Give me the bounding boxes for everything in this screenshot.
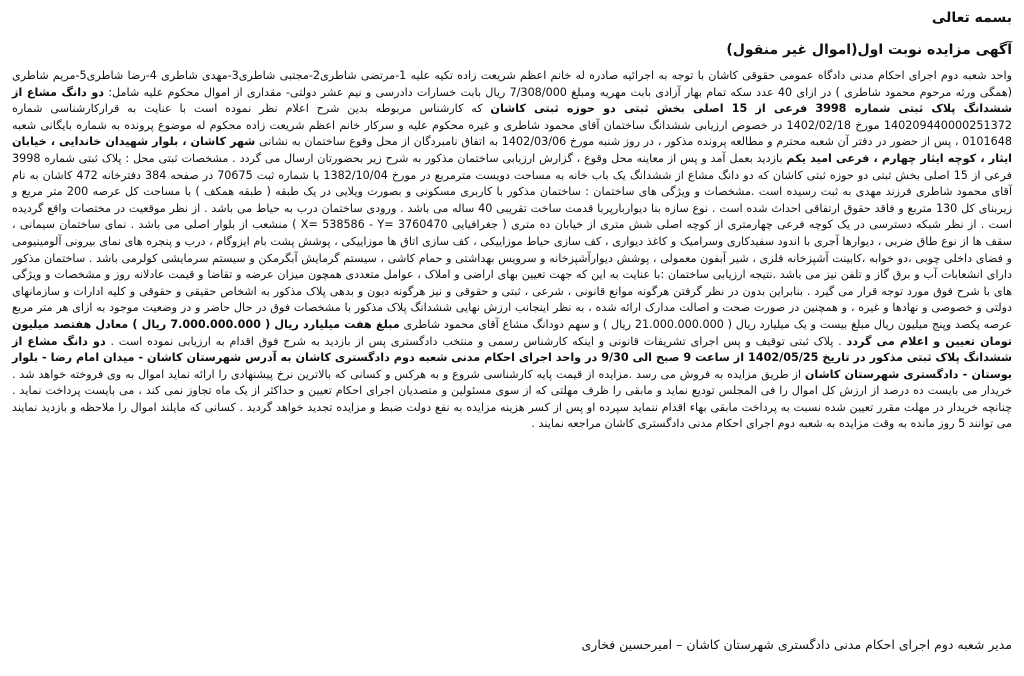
property-description: دو دانگ مشاع از ششدانگ پلاک ثبتی شماره 3998 فرعی از 15 اصلی بخش ثبتی دو حوزه ثبتی کاشان [12, 85, 1012, 116]
body-segment-3: که کارشناس مربوطه بدین شرح اعلام نظر نموده است با عنایت به قرارکارشناسی شماره 140209440000251372 مورخ 1402/02/18 در خصوص ارزیابی ششدانگ ساختمان آقای محمود شاطری و غیره محکوم علیه و سرکار خانم اعظم شریعت زاده محکوم له موضوع پرونده به شماره بایگانی شعبه 0101648 ، پس از حضور در دفتر آن شعبه محترم و مطالعه پرونده مذکور ، در روز شنبه مورخ 1402/03/06 به اتفاق نامبردگان از محل وقوع ساختمان به نشانی [12, 102, 1012, 149]
signature-line: مدیر شعبه دوم اجرای احکام مدنی دادگستری شهرستان کاشان – امیرحسین فخاری [581, 637, 1012, 652]
body-segment-1: واحد شعبه دوم اجرای احکام مدنی دادگاه عمومی حقوقی کاشان با توجه به اجرائیه صادره له خانم اعظم شریعت زاده تکیه علیه 1-مرتضی شاطری2-مجتبی شاطری3-مهدی شاطری 4-رضا شاطری5-مریم شاطری (همگی ورثه مرحوم محمود شاطری ) در ازای 40 عدد سکه تمام بهار آزادی بابت مهریه ومبلغ 7/308/000 ریال بابت خسارات دادرسی و نیم عشر دولتی- مقداری از اموال محکوم علیه شامل: [12, 69, 1013, 99]
body-segment-7: . پلاک ثبتی توقیف و پس اجرای تشریفات قانونی و اینکه کارشناس رسمی و منتخب دادگستری پس از بازدید به شرح فوق اقدام به ارزیابی نموده است . [105, 334, 847, 348]
auction-date-location: دو دانگ مشاع از ششدانگ پلاک ثبتی مذکور در تاریخ 1402/05/25 از ساعت 9 صبح الی 9/30 در واحد اجرای احکام مدنی شعبه دوم دادگستری کاشان به آدرس شهرستان کاشان - میدان امام رضا - بلوار بوستان - دادگستری شهرستان کاشان [12, 334, 1012, 381]
auction-terms: از طریق مزایده به فروش می رسد .مزایده از قیمت پایه کارشناسی شروع و به هرکس و کسانی که بالاترین نرخ پیشنهادی را ارائه نماید اموال به وی فروخته خواهد شد . خریدار می بایست ده درصد از ارزش کل اموال را فی المجلس تودیع نماید و مابقی را ظرف مهلتی که از سوی مسئولین و متصدیان اجرای احکام تعیین و حداکثر از یک ماه تجاوز نمی کند ، می بایست پرداخت نماید . چنانچه خریدار در مهلت مقرر تعیین شده نسبت به پرداخت مابقی بهاء اقدام ننماید سپرده او پس از کسر هزینه مزایده به نفع دولت ضبط و مزایده تجدید خواهد گردید . کسانی که مایلند اموال را ملاحظه و بازدید نمایند می توانند 5 روز مانده به وقت مزایده به شعبه دوم اجرای احکام مدنی دادگستری کاشان مراجعه نمایند . [12, 367, 1012, 431]
notice-title: آگهی مزایده نوبت اول(اموال غیر منقول) [726, 42, 1012, 58]
opening-phrase: بسمه تعالی [931, 10, 1012, 26]
share-value: مبلغ هفت میلیارد ریال ( 7.000.000.000 ریال ) معادل هفتصد میلیون تومان تعیین و اعلام می گردد [12, 317, 1012, 348]
property-address: شهر کاشان ، بلوار شهیدان خاندایی ، خیابان ایثار ، کوچه ایثار چهارم ، فرعی امید یکم [12, 135, 1013, 165]
notice-body [12, 68, 1012, 433]
body-segment-5: بازدید بعمل آمد و پس از معاینه محل وقوع ، گزارش ارزیابی ساختمان مذکور به شرح زیر بحضورتان ارسال می گردد . مشخصات ثبتی محل : پلاک ثبتی شماره 3998 فرعی از 15 اصلی بخش ثبتی دو حوزه ثبتی کاشان که دو دانگ مشاع از ششدانگ یک باب خانه به مساحت دویست مترمربع در مورخ 1382/10/04 با شماره ثبت 70675 در صفحه 384 دفترخانه 472 کاشان به نام آقای محمود شاطری فرزند مهدی به ثبت رسیده است .مشخصات و ویژگی های ساختمان : ساختمان مذکور با کاربری مسکونی و بصورت ویلایی در یک طبقه ( طبقه همکف ) با مساحت کل عرصه 200 متر مربع و زیربنای کل 130 متربع و فاقد حقوق ارتفاقی احداث شده است . نوع سازه بنا دیواربارپربا قدمت ساخت تقریبی 40 ساله می باشد . ورودی ساختمان درب به حیاط می باشد . از نظر موقعیت در مختصات واقع گردیده است . از نظر شبکه دسترسی در یک کوچه فرعی چهارمتری از کوچه اصلی شش متری از خیابان ده متری ( جغرافیایی X= 538586 - Y= 3760470 ) منشعب از بلوار اصلی می باشد . نمای ساختمان سیمانی ، سقف ها از نوع طاق ضربی ، دیوارها آجری با اندود سفیدکاری وسرامیک و کاغذ دیواری ، کف سازی حیاط موزاییکی ، کف سازی اتاق ها موزاییکی ، پوشش پشت بام ایزوگام ، درب و پنجره های نمای بیرونی آلومینیومی و فضای داخلی چوبی ،دو خوابه ،کابینت آشپزخانه فلزی ، شیر آبفون معمولی ، پوشش دیوارآشپزخانه و سرویس بهداشتی و حمام کاشی ، سیستم گرمایش آبگرمکن و سیستم سرمایشی کولرمی باشد . ساختمان مذکور دارای انشعابات آب و برق گاز و تلفن نیز می باشد .نتیجه ارزیابی ساختمان :با عنایت به این که جهت تعیین بهای اراضی و املاک ، عوامل متعددی همچون میزان عرضه و تقاضا و قیمت عادلانه روز و مشخصات و ویژگی های با شرح فوق مورد توجه قرار می گیرد . بنابراین بدون در نظر گرفتن هرگونه موانع قانونی ، شرعی ، ثبتی و حقوقی و نیز هرگونه دیون و بدهی پلاک مذکور به اشخاص حقیقی و حقوقی و کلیه ادارات و سازمانهای دولتی و خصوصی و نهادها و غیره ، و همچنین در صورت صحت و اصالت مدارک ارائه شده ، به نظر اینجانب ارزش نهایی ششدانگ پلاک مذکور با مشخصات فوق در حال حاضر و در وضعیت موجود به ازای هر متر مربع عرصه یکصد وپنج میلیون ریال مبلغ بیست و یک میلیارد ریال ( 21.000.000.000 ریال ) و سهم دودانگ مشاع آقای محمود شاطری [12, 151, 1013, 331]
